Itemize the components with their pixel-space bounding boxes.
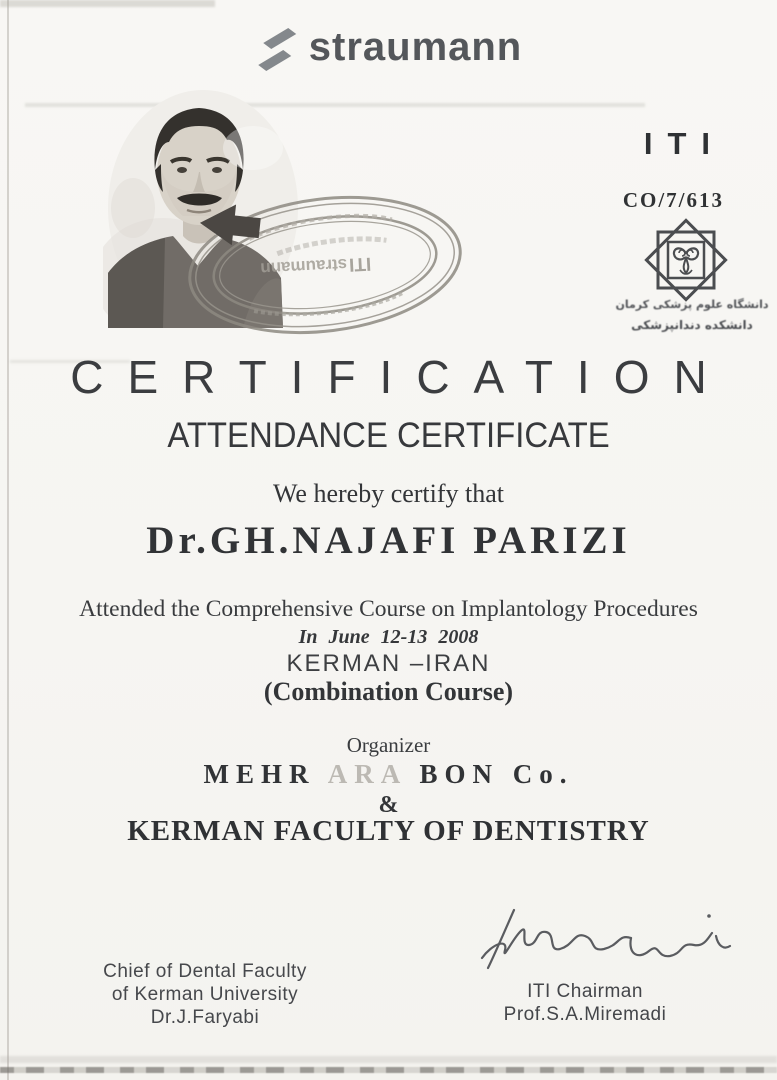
dark-arrow-mark <box>198 202 264 246</box>
university-emblem-icon <box>641 216 731 304</box>
iti-label: ITI <box>643 126 725 161</box>
scan-band <box>0 1067 777 1073</box>
left-signatory-name: Dr.J.Faryabi <box>150 1007 260 1028</box>
organizer-part-bon: BON Co. <box>419 759 574 789</box>
organizer-label: Organizer <box>346 733 431 757</box>
recipient-name: Dr.GH.NAJAFI PARIZI <box>146 519 631 562</box>
organizer-part-ara: ARA <box>327 759 406 789</box>
straumann-s-mark-icon <box>255 20 299 74</box>
organizer-name <box>0 759 777 790</box>
attendance-certificate-subtitle: ATTENDANCE CERTIFICATE <box>167 416 610 455</box>
chairman-signature <box>468 900 748 985</box>
left-signatory-title-2: of Kerman University <box>111 984 299 1005</box>
left-signatory-block <box>75 960 335 1029</box>
course-date: In June 12-13 2008 <box>298 626 479 648</box>
scan-smudge <box>0 0 215 7</box>
right-signatory-name: Prof.S.A.Miremadi <box>503 1004 667 1025</box>
straumann-logo <box>255 20 523 74</box>
stamp-text-straumann: straumann <box>259 254 348 279</box>
scan-band <box>0 1056 777 1063</box>
organizer-part-mehr: MEHR <box>203 759 316 789</box>
course-line: Attended the Comprehensive Course on Implantology Procedures <box>79 596 698 622</box>
faculty-name-farsi: دانشکده دندانپزشکی <box>631 318 753 332</box>
right-signatory-block <box>455 980 715 1026</box>
right-signatory-title: ITI Chairman <box>527 981 643 1002</box>
co-organizer-name: KERMAN FACULTY OF DENTISTRY <box>127 815 650 847</box>
university-name-farsi: دانشگاه علوم پزشکی کرمان <box>615 298 769 311</box>
certificate-code: CO/7/613 <box>622 188 724 212</box>
course-type: (Combination Course) <box>263 677 514 706</box>
certify-line: We hereby certify that <box>272 479 505 508</box>
course-location: KERMAN –IRAN <box>286 650 491 677</box>
left-signatory-title-1: Chief of Dental Faculty <box>103 961 307 982</box>
straumann-wordmark: straumann <box>308 24 523 69</box>
ampersand: & <box>378 792 399 818</box>
certification-title: CERTIFICATION <box>70 351 731 403</box>
stamp-text-iti: ITI <box>348 252 372 275</box>
